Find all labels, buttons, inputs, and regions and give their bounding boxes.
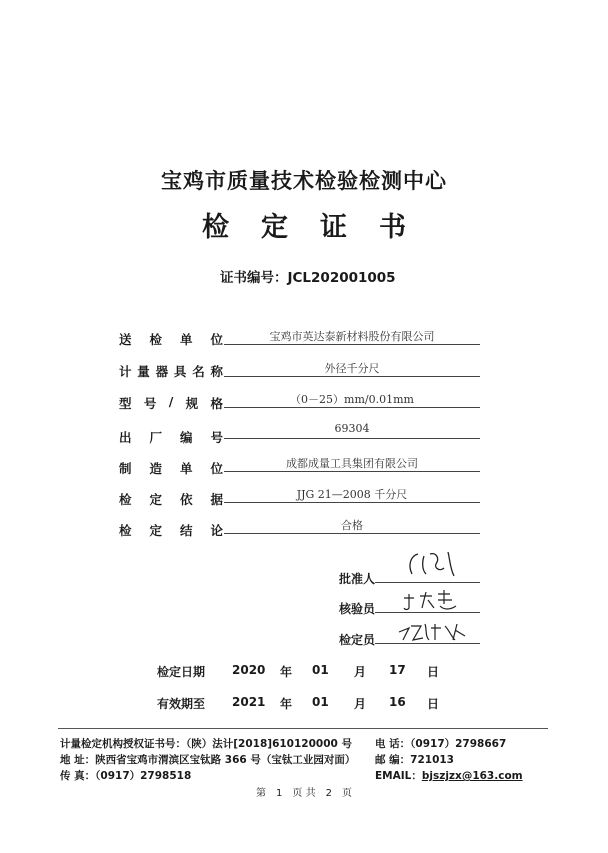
valid-month: 01	[312, 695, 329, 709]
label-char: 编	[179, 430, 193, 445]
document-title-char: 定	[261, 212, 288, 243]
field-value-model-spec: （0－25）mm/0.01mm	[290, 393, 414, 406]
address-label: 地 址：	[60, 754, 96, 766]
approver-signature	[400, 548, 480, 580]
phone-value: （0917）2798667	[410, 738, 507, 750]
authorization-label: 计量检定机构授权证书号：	[60, 738, 186, 750]
label-char: 型	[119, 396, 132, 411]
label-char: 送	[119, 332, 132, 347]
field-underline	[224, 407, 480, 408]
label-char: 位	[210, 332, 223, 347]
footer-divider	[58, 728, 548, 729]
label-char: 器	[155, 364, 169, 379]
day-unit: 日	[427, 697, 440, 711]
valid-until-label: 有效期至	[157, 697, 206, 711]
document-title-char: 证	[320, 212, 347, 243]
field-underline	[224, 344, 480, 345]
field-underline	[224, 502, 480, 503]
field-underline	[224, 533, 480, 534]
label-char: 定	[149, 492, 162, 507]
field-label-conclusion	[119, 521, 223, 539]
inspector-label: 检定员	[339, 633, 376, 647]
label-char: 号	[210, 430, 223, 445]
address-line	[60, 752, 355, 767]
label-char: 规	[185, 396, 199, 411]
document-title-char: 书	[379, 212, 406, 243]
authorization-value: （陕）法计[2018]610120000 号	[186, 738, 352, 750]
certificate-number-value: JCL202001005	[287, 270, 396, 286]
email-line	[375, 768, 523, 783]
label-char: 制	[119, 461, 132, 476]
postcode-value: 721013	[410, 754, 454, 766]
month-unit: 月	[354, 697, 367, 711]
label-char: 论	[210, 523, 223, 538]
verification-date-row	[0, 663, 608, 679]
label-char: 计	[119, 364, 132, 379]
document-title-char: 检	[202, 212, 229, 243]
postcode-label: 邮 编：	[375, 754, 411, 766]
authorization-line	[60, 736, 352, 751]
label-char: 厂	[149, 430, 162, 445]
fax-line	[60, 768, 191, 783]
valid-until-row	[0, 695, 608, 711]
organization-title: 宝鸡市质量技术检验检测中心	[161, 169, 447, 193]
field-label-submitter	[119, 330, 223, 348]
verifier-line	[375, 612, 480, 613]
label-char: 量	[137, 364, 150, 379]
label-char: 号	[143, 396, 157, 411]
field-value-submitter: 宝鸡市英达泰新材料股份有限公司	[269, 330, 435, 343]
field-label-instrument-name	[119, 362, 223, 380]
label-char: 单	[179, 332, 193, 347]
postcode-line	[375, 752, 454, 767]
label-char: 位	[210, 461, 223, 476]
field-label-basis	[119, 490, 223, 508]
label-char: 据	[210, 492, 223, 507]
label-char: 造	[149, 461, 162, 476]
field-label-model-spec	[119, 394, 223, 412]
phone-line	[375, 736, 506, 751]
certificate-number-label: 证书编号：	[220, 270, 288, 286]
field-value-manufacturer: 成都成量工具集团有限公司	[286, 457, 418, 470]
valid-day: 16	[389, 695, 406, 709]
day-unit: 日	[427, 665, 440, 679]
label-char: 定	[149, 523, 162, 538]
year-unit: 年	[280, 697, 293, 711]
field-value-basis: JJG 21—2008 千分尺	[296, 488, 408, 501]
phone-label: 电 话：	[375, 738, 411, 750]
label-char: 结	[179, 523, 193, 538]
label-char: 具	[173, 364, 187, 379]
document-title	[0, 205, 608, 244]
label-char: 名	[192, 364, 205, 379]
valid-year: 2021	[232, 695, 266, 709]
verification-day: 17	[389, 663, 406, 677]
fax-value: （0917）2798518	[95, 770, 192, 782]
label-char: /	[168, 394, 174, 409]
label-char: 依	[179, 492, 193, 507]
month-unit: 月	[354, 665, 367, 679]
label-char: 格	[210, 396, 223, 411]
approver-label: 批准人	[339, 572, 376, 586]
field-label-serial-number	[119, 428, 223, 446]
label-char: 检	[119, 523, 132, 538]
field-underline	[224, 376, 480, 377]
page-label: 第	[256, 788, 267, 799]
field-value-serial-number: 69304	[334, 422, 370, 435]
verification-year: 2020	[232, 663, 266, 677]
label-char: 检	[119, 492, 132, 507]
year-unit: 年	[280, 665, 293, 679]
label-char: 检	[149, 332, 162, 347]
inspector-line	[375, 643, 480, 644]
page-end: 页	[341, 788, 352, 799]
certificate-number	[220, 266, 396, 286]
label-char: 出	[119, 430, 132, 445]
label-char: 单	[179, 461, 193, 476]
approver-line	[375, 582, 480, 583]
page-current: 1	[276, 788, 283, 799]
verifier-label: 核验员	[339, 602, 376, 616]
address-value: 陕西省宝鸡市渭滨区宝钛路 366 号（宝钛工业园对面）	[95, 754, 356, 766]
page-total: 2	[325, 788, 332, 799]
inspector-signature	[395, 618, 480, 646]
field-label-manufacturer	[119, 459, 223, 477]
email-label: EMAIL：	[375, 770, 422, 782]
field-value-conclusion: 合格	[341, 519, 363, 532]
page-number	[0, 784, 608, 799]
label-char: 称	[210, 364, 223, 379]
verification-date-label: 检定日期	[157, 665, 206, 679]
field-underline	[224, 471, 480, 472]
fax-label: 传 真：	[60, 770, 96, 782]
email-value[interactable]: bjszjzx@163.com	[421, 770, 523, 782]
page-mid: 页 共	[292, 788, 316, 799]
field-underline	[224, 438, 480, 439]
verification-month: 01	[312, 663, 329, 677]
field-value-instrument-name: 外径千分尺	[324, 362, 380, 375]
